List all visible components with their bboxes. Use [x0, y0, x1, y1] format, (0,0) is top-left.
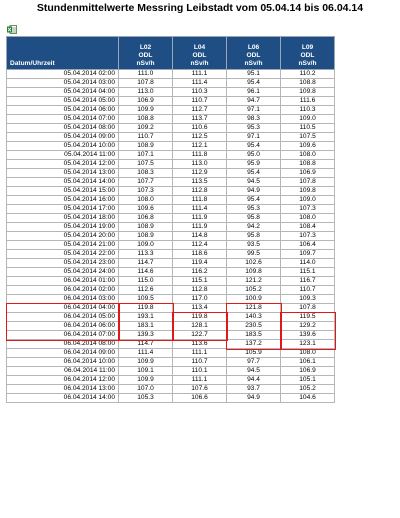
cell-value: 108.3 [119, 169, 173, 178]
cell-datetime: 05.04.2014 16:00 [7, 196, 119, 205]
cell-value: 114.8 [173, 232, 227, 241]
cell-datetime: 06.04.2014 10:00 [7, 358, 119, 367]
table-row [7, 250, 335, 259]
cell-value: 109.9 [119, 106, 173, 115]
table-row [7, 367, 335, 376]
cell-value: 123.1 [281, 340, 335, 349]
cell-value: 193.1 [119, 313, 173, 322]
column-header-station [119, 37, 173, 70]
column-header-line: nSv/h [298, 60, 317, 67]
cell-value: 117.0 [173, 295, 227, 304]
cell-value: 113.7 [173, 115, 227, 124]
cell-value: 111.4 [119, 349, 173, 358]
cell-value: 95.4 [227, 196, 281, 205]
cell-value: 113.0 [119, 88, 173, 97]
cell-datetime: 06.04.2014 02:00 [7, 286, 119, 295]
column-header-line: Datum/Uhrzeit [10, 60, 55, 67]
cell-value: 109.5 [119, 295, 173, 304]
column-header-line: L06 [247, 44, 260, 51]
cell-value: 111.0 [119, 70, 173, 79]
column-header-datetime [7, 37, 119, 70]
cell-value: 119.5 [281, 313, 335, 322]
cell-value: 114.6 [119, 268, 173, 277]
cell-value: 105.3 [119, 394, 173, 403]
cell-value: 106.9 [281, 169, 335, 178]
table-row [7, 286, 335, 295]
column-header-line: ODL [300, 52, 315, 59]
cell-datetime: 05.04.2014 17:00 [7, 205, 119, 214]
cell-value: 95.9 [227, 160, 281, 169]
table-row [7, 295, 335, 304]
cell-value: 107.8 [119, 79, 173, 88]
table-row [7, 376, 335, 385]
cell-value: 112.8 [173, 187, 227, 196]
cell-value: 108.4 [281, 223, 335, 232]
cell-value: 95.0 [227, 151, 281, 160]
table-row [7, 268, 335, 277]
column-header-line: ODL [138, 52, 153, 59]
column-header-line: L09 [301, 44, 314, 51]
cell-value: 183.1 [119, 322, 173, 331]
cell-value: 109.1 [119, 367, 173, 376]
cell-value: 95.8 [227, 232, 281, 241]
cell-value: 111.6 [281, 97, 335, 106]
cell-datetime: 05.04.2014 05:00 [7, 97, 119, 106]
cell-datetime: 05.04.2014 02:00 [7, 70, 119, 79]
cell-value: 112.6 [119, 286, 173, 295]
cell-value: 111.1 [173, 376, 227, 385]
table-row [7, 106, 335, 115]
cell-value: 105.2 [227, 286, 281, 295]
cell-value: 111.1 [173, 349, 227, 358]
cell-value: 95.4 [227, 142, 281, 151]
cell-value: 113.6 [173, 340, 227, 349]
cell-value: 108.9 [119, 223, 173, 232]
cell-datetime: 05.04.2014 03:00 [7, 79, 119, 88]
cell-value: 140.3 [227, 313, 281, 322]
column-header-line: ODL [192, 52, 207, 59]
table-row [7, 349, 335, 358]
cell-value: 115.1 [173, 277, 227, 286]
column-header-line: nSv/h [136, 60, 155, 67]
column-header-station [173, 37, 227, 70]
cell-value: 108.0 [119, 196, 173, 205]
data-table [6, 36, 335, 403]
cell-value: 95.3 [227, 205, 281, 214]
cell-value: 108.8 [281, 79, 335, 88]
cell-value: 230.5 [227, 322, 281, 331]
cell-datetime: 05.04.2014 12:00 [7, 160, 119, 169]
cell-value: 108.8 [119, 115, 173, 124]
table-row [7, 232, 335, 241]
column-header-line: ODL [246, 52, 261, 59]
cell-value: 111.9 [173, 223, 227, 232]
cell-value: 107.7 [119, 178, 173, 187]
cell-value: 112.1 [173, 142, 227, 151]
cell-value: 108.0 [281, 214, 335, 223]
table-row [7, 331, 335, 340]
excel-export-icon[interactable] [7, 25, 17, 34]
table-row [7, 394, 335, 403]
cell-value: 112.9 [173, 169, 227, 178]
cell-value: 115.1 [281, 268, 335, 277]
cell-value: 97.1 [227, 106, 281, 115]
cell-value: 105.9 [227, 349, 281, 358]
table-row [7, 151, 335, 160]
cell-value: 94.5 [227, 178, 281, 187]
cell-value: 115.0 [119, 277, 173, 286]
table-header-row [7, 37, 335, 70]
cell-value: 95.8 [227, 214, 281, 223]
cell-value: 95.3 [227, 124, 281, 133]
table-row [7, 223, 335, 232]
cell-value: 109.0 [119, 241, 173, 250]
cell-value: 112.4 [173, 241, 227, 250]
cell-value: 119.8 [119, 304, 173, 313]
cell-value: 116.2 [173, 268, 227, 277]
cell-value: 119.4 [173, 259, 227, 268]
cell-value: 100.9 [227, 295, 281, 304]
cell-datetime: 05.04.2014 09:00 [7, 133, 119, 142]
cell-value: 129.2 [281, 322, 335, 331]
cell-value: 113.0 [173, 160, 227, 169]
cell-value: 107.0 [119, 385, 173, 394]
cell-value: 110.7 [173, 358, 227, 367]
cell-datetime: 05.04.2014 14:00 [7, 178, 119, 187]
cell-value: 94.4 [227, 376, 281, 385]
table-row [7, 196, 335, 205]
cell-value: 99.5 [227, 250, 281, 259]
column-header-line: L04 [193, 44, 206, 51]
table-row [7, 187, 335, 196]
cell-value: 107.5 [119, 160, 173, 169]
cell-value: 116.7 [281, 277, 335, 286]
cell-value: 107.8 [281, 304, 335, 313]
table-body [7, 70, 335, 403]
table-row [7, 205, 335, 214]
table-row [7, 115, 335, 124]
cell-value: 112.5 [173, 133, 227, 142]
cell-datetime: 05.04.2014 24:00 [7, 268, 119, 277]
cell-value: 109.6 [119, 205, 173, 214]
column-header-station [227, 37, 281, 70]
cell-value: 98.3 [227, 115, 281, 124]
cell-datetime: 05.04.2014 19:00 [7, 223, 119, 232]
cell-value: 111.9 [173, 214, 227, 223]
table-row [7, 214, 335, 223]
cell-value: 109.3 [281, 295, 335, 304]
table-row [7, 97, 335, 106]
cell-value: 106.1 [281, 358, 335, 367]
cell-datetime: 06.04.2014 03:00 [7, 295, 119, 304]
cell-value: 109.8 [281, 187, 335, 196]
cell-value: 109.2 [119, 124, 173, 133]
cell-value: 121.2 [227, 277, 281, 286]
column-header-line: L02 [139, 44, 152, 51]
cell-value: 110.7 [281, 286, 335, 295]
cell-value: 94.2 [227, 223, 281, 232]
cell-value: 114.0 [281, 259, 335, 268]
cell-value: 137.2 [227, 340, 281, 349]
table-row [7, 385, 335, 394]
cell-value: 93.5 [227, 241, 281, 250]
cell-value: 96.1 [227, 88, 281, 97]
table-row [7, 358, 335, 367]
cell-value: 113.3 [119, 250, 173, 259]
cell-value: 94.7 [227, 97, 281, 106]
cell-value: 118.6 [173, 250, 227, 259]
cell-value: 107.8 [281, 178, 335, 187]
table-row [7, 178, 335, 187]
cell-value: 107.3 [281, 232, 335, 241]
cell-value: 94.9 [227, 187, 281, 196]
table-row [7, 88, 335, 97]
cell-value: 139.3 [119, 331, 173, 340]
cell-value: 111.4 [173, 205, 227, 214]
cell-value: 106.4 [281, 241, 335, 250]
cell-value: 108.8 [281, 160, 335, 169]
cell-value: 107.5 [281, 133, 335, 142]
cell-value: 109.6 [281, 142, 335, 151]
cell-value: 121.8 [227, 304, 281, 313]
cell-value: 112.7 [173, 106, 227, 115]
cell-value: 110.7 [173, 97, 227, 106]
cell-datetime: 05.04.2014 21:00 [7, 241, 119, 250]
table-row [7, 304, 335, 313]
cell-value: 113.4 [173, 304, 227, 313]
table-row [7, 322, 335, 331]
table-row [7, 169, 335, 178]
cell-value: 110.3 [173, 88, 227, 97]
cell-value: 110.5 [281, 124, 335, 133]
cell-value: 111.8 [173, 151, 227, 160]
cell-value: 110.7 [119, 133, 173, 142]
cell-value: 109.9 [119, 358, 173, 367]
cell-value: 106.8 [119, 214, 173, 223]
cell-datetime: 06.04.2014 14:00 [7, 394, 119, 403]
cell-value: 105.1 [281, 376, 335, 385]
cell-value: 112.8 [173, 286, 227, 295]
table-row [7, 142, 335, 151]
cell-value: 107.6 [173, 385, 227, 394]
cell-datetime: 05.04.2014 13:00 [7, 169, 119, 178]
table-row [7, 340, 335, 349]
cell-datetime: 05.04.2014 08:00 [7, 124, 119, 133]
cell-value: 106.6 [173, 394, 227, 403]
cell-value: 110.3 [281, 106, 335, 115]
cell-value: 95.4 [227, 79, 281, 88]
cell-datetime: 05.04.2014 07:00 [7, 115, 119, 124]
cell-value: 102.6 [227, 259, 281, 268]
cell-value: 139.6 [281, 331, 335, 340]
cell-value: 113.5 [173, 178, 227, 187]
cell-value: 110.6 [173, 124, 227, 133]
page-title: Stundenmittelwerte Messring Leibstadt vom 05.04.14 bis 06.04.14 [36, 2, 364, 14]
column-header-line: nSv/h [190, 60, 209, 67]
cell-value: 94.5 [227, 367, 281, 376]
cell-datetime: 06.04.2014 04:00 [7, 304, 119, 313]
cell-value: 111.1 [173, 70, 227, 79]
cell-datetime: 05.04.2014 20:00 [7, 232, 119, 241]
table-row [7, 259, 335, 268]
table-row [7, 241, 335, 250]
cell-value: 122.7 [173, 331, 227, 340]
table-row [7, 70, 335, 79]
cell-datetime: 05.04.2014 23:00 [7, 259, 119, 268]
cell-datetime: 06.04.2014 06:00 [7, 322, 119, 331]
cell-datetime: 05.04.2014 15:00 [7, 187, 119, 196]
cell-value: 114.7 [119, 340, 173, 349]
cell-value: 108.9 [119, 232, 173, 241]
cell-value: 108.0 [281, 151, 335, 160]
cell-datetime: 06.04.2014 01:00 [7, 277, 119, 286]
cell-value: 109.8 [281, 88, 335, 97]
cell-value: 109.0 [281, 115, 335, 124]
cell-value: 107.3 [281, 205, 335, 214]
cell-value: 106.9 [119, 97, 173, 106]
cell-datetime: 05.04.2014 18:00 [7, 214, 119, 223]
table-row [7, 277, 335, 286]
cell-value: 97.7 [227, 358, 281, 367]
cell-value: 95.1 [227, 70, 281, 79]
cell-datetime: 05.04.2014 22:00 [7, 250, 119, 259]
table-row [7, 79, 335, 88]
cell-value: 109.9 [119, 376, 173, 385]
cell-value: 94.9 [227, 394, 281, 403]
table-row [7, 133, 335, 142]
cell-value: 110.2 [281, 70, 335, 79]
cell-datetime: 05.04.2014 06:00 [7, 106, 119, 115]
cell-value: 106.9 [281, 367, 335, 376]
table-row [7, 160, 335, 169]
cell-value: 128.1 [173, 322, 227, 331]
cell-value: 93.7 [227, 385, 281, 394]
cell-value: 119.8 [173, 313, 227, 322]
cell-value: 107.1 [119, 151, 173, 160]
cell-datetime: 05.04.2014 11:00 [7, 151, 119, 160]
cell-value: 108.9 [119, 142, 173, 151]
cell-value: 111.4 [173, 79, 227, 88]
cell-value: 104.6 [281, 394, 335, 403]
cell-datetime: 05.04.2014 10:00 [7, 142, 119, 151]
cell-value: 109.0 [281, 196, 335, 205]
cell-value: 108.0 [281, 349, 335, 358]
cell-datetime: 06.04.2014 09:00 [7, 349, 119, 358]
cell-datetime: 05.04.2014 04:00 [7, 88, 119, 97]
cell-value: 107.3 [119, 187, 173, 196]
cell-value: 110.1 [173, 367, 227, 376]
cell-value: 109.7 [281, 250, 335, 259]
cell-value: 109.8 [227, 268, 281, 277]
table-row [7, 313, 335, 322]
cell-datetime: 06.04.2014 13:00 [7, 385, 119, 394]
cell-value: 97.1 [227, 133, 281, 142]
cell-datetime: 06.04.2014 12:00 [7, 376, 119, 385]
cell-value: 95.4 [227, 169, 281, 178]
cell-datetime: 06.04.2014 07:00 [7, 331, 119, 340]
table-row [7, 124, 335, 133]
cell-datetime: 06.04.2014 08:00 [7, 340, 119, 349]
cell-value: 111.8 [173, 196, 227, 205]
cell-datetime: 06.04.2014 05:00 [7, 313, 119, 322]
cell-value: 183.5 [227, 331, 281, 340]
cell-value: 105.2 [281, 385, 335, 394]
cell-datetime: 06.04.2014 11:00 [7, 367, 119, 376]
column-header-line: nSv/h [244, 60, 263, 67]
column-header-station [281, 37, 335, 70]
cell-value: 114.7 [119, 259, 173, 268]
